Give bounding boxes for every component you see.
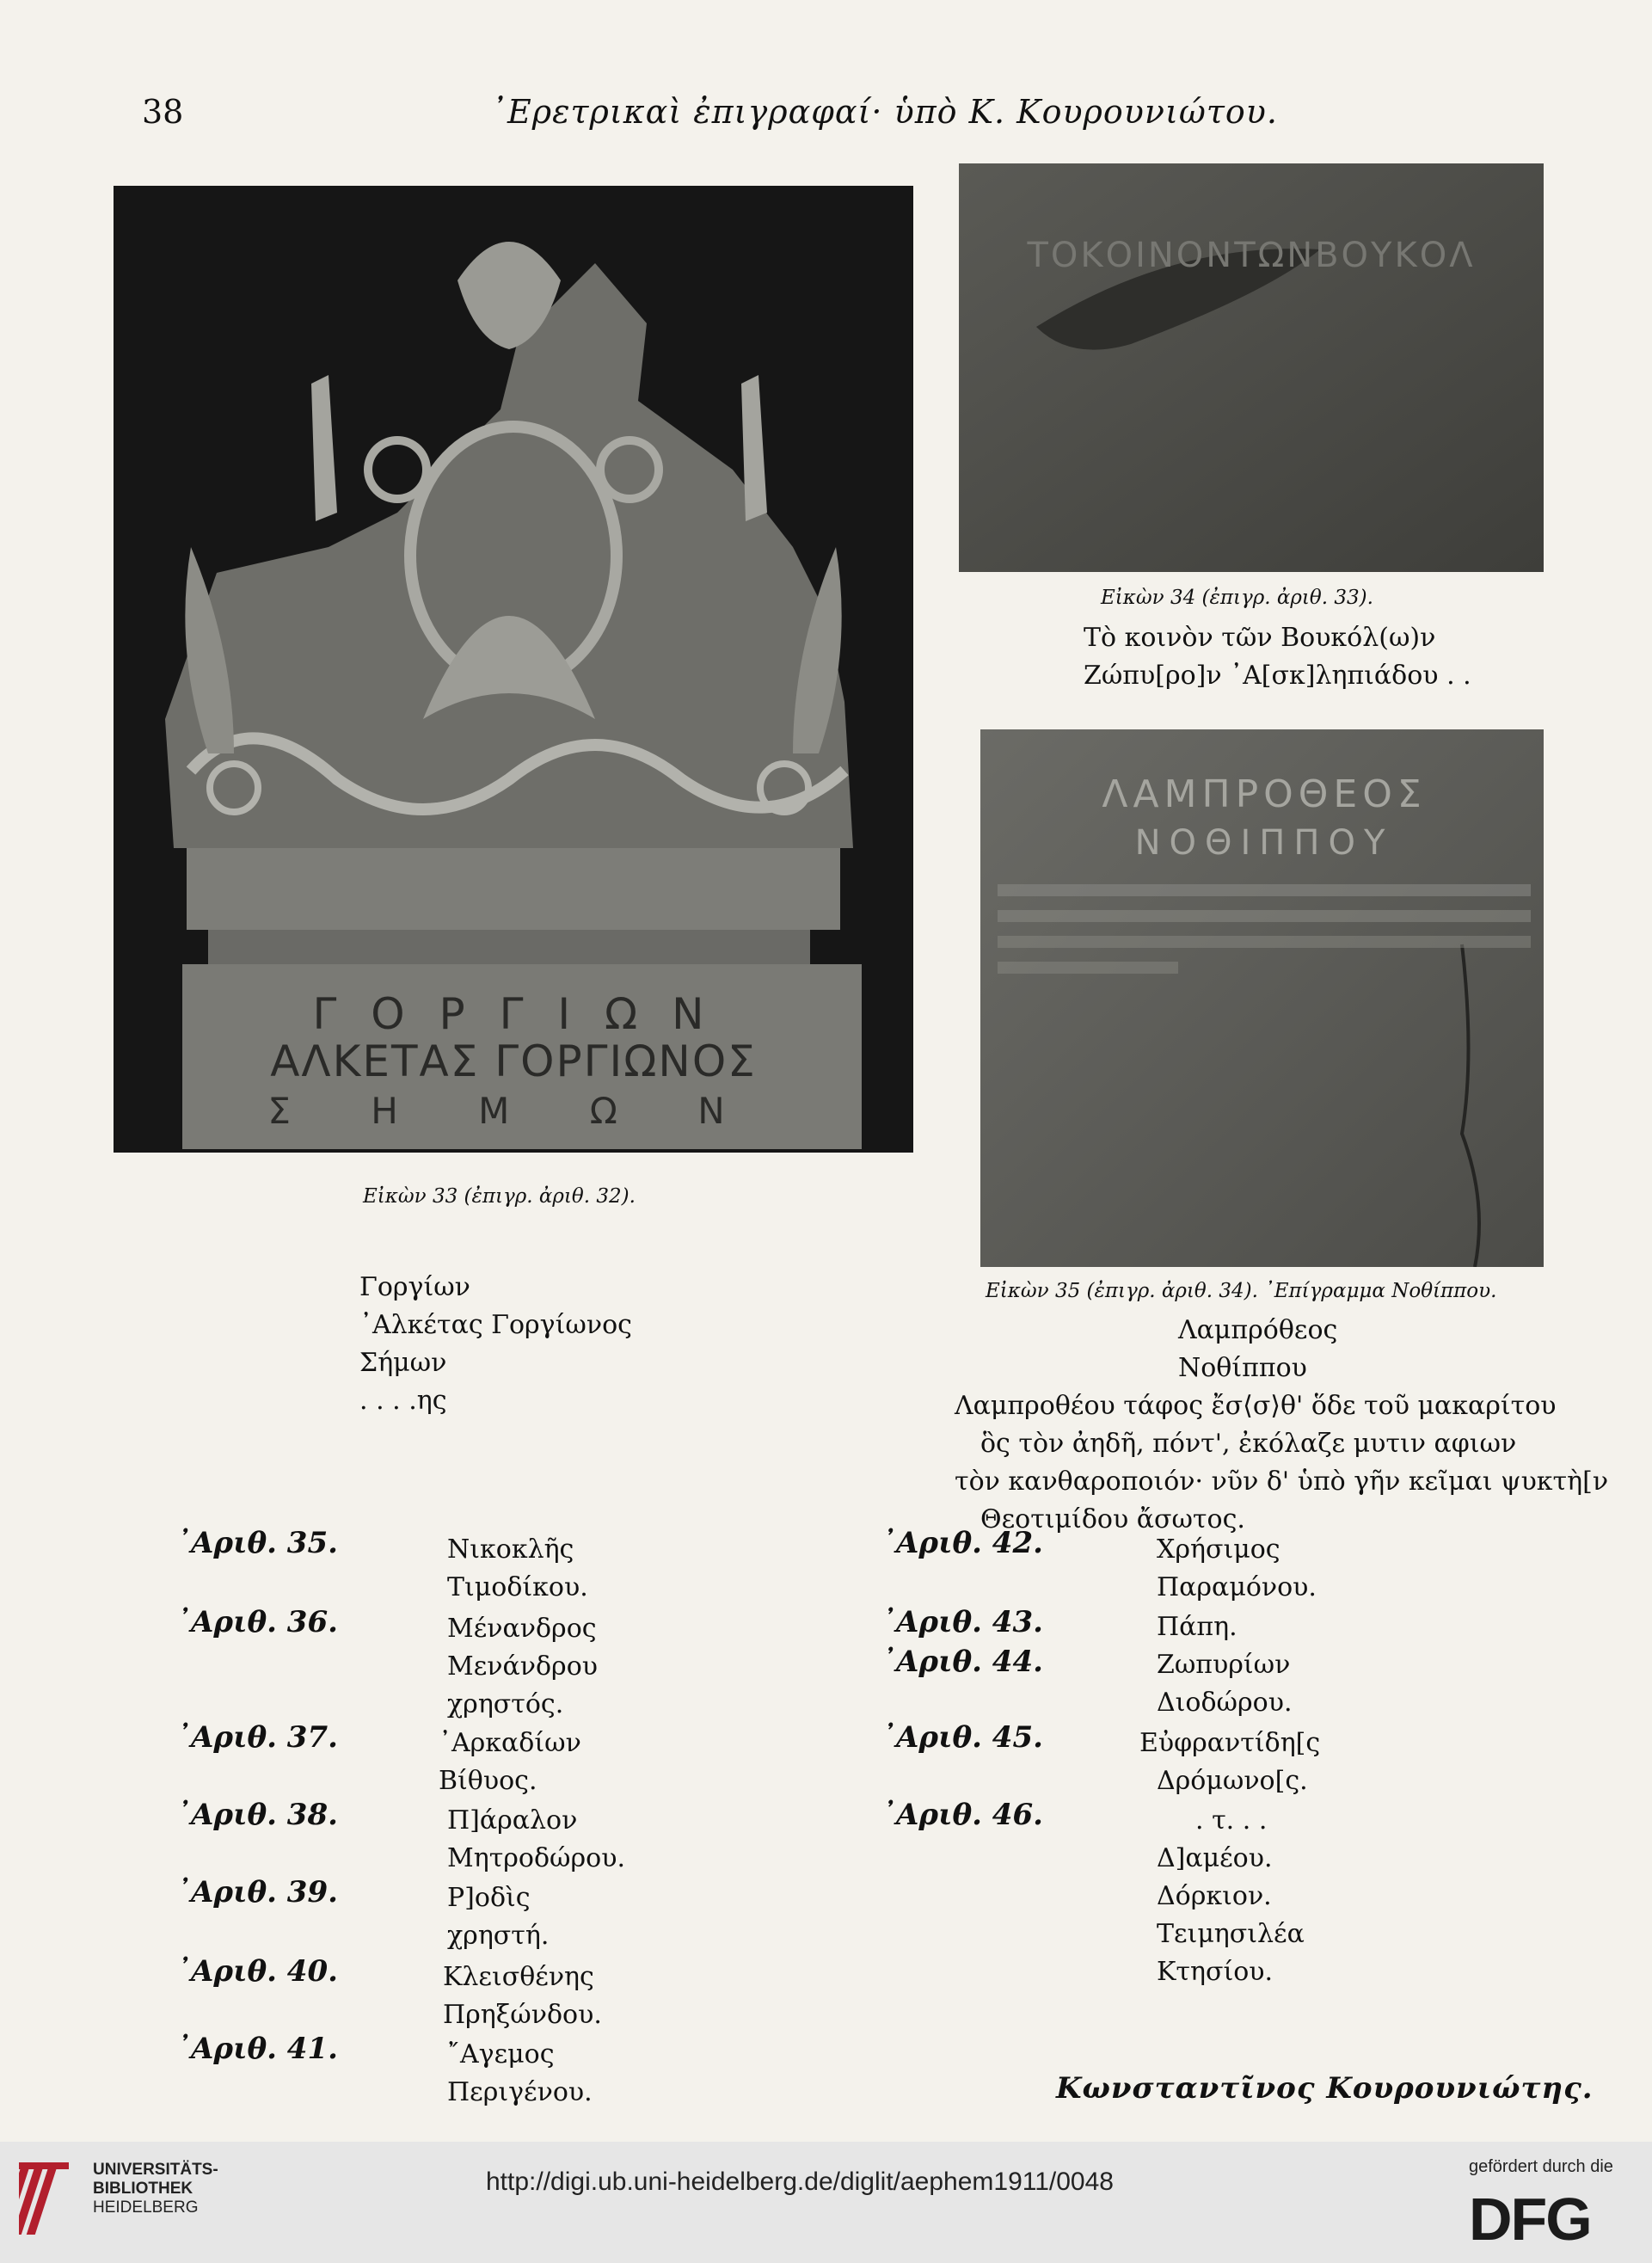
entry-line: Διοδώρου. <box>1157 1688 1293 1718</box>
stele-relief-image <box>114 186 913 1153</box>
slab-inscription-line-2: ΝΟΘΙΠΠΟΥ <box>1134 823 1394 863</box>
text-35-line: τὸν κανθαροποιόν· νῦν δ' ὑπὸ γῆν κεῖμαι ψυκτὴ[ν <box>955 1467 1609 1497</box>
inscription-line-2: ΑΛΚΕΤΑΣ ΓΟΡΓΙΩΝΟΣ <box>270 1036 757 1086</box>
entry-39-text <box>447 1879 549 1955</box>
entry-line: ᾿Αρκαδίων <box>439 1728 581 1758</box>
entry-36-text <box>447 1610 598 1724</box>
entry-line: Ζωπυρίων <box>1157 1650 1291 1680</box>
entry-42-text <box>1157 1531 1317 1607</box>
entry-line: Περιγένου. <box>447 2077 593 2107</box>
library-name <box>93 2161 218 2217</box>
inscription-line-1: Γ Ο Ρ Γ Ι Ω Ν <box>312 989 715 1039</box>
entry-line: χρηστή. <box>447 1921 550 1951</box>
text-35-line: Νοθίππου <box>1178 1353 1307 1383</box>
entry-37-text <box>439 1725 581 1800</box>
entry-line: ῎Αγεμος <box>447 2039 555 2069</box>
entry-line: χρηστός. <box>447 1689 564 1719</box>
text-34-line: Τὸ κοινὸν τῶν Βουκόλ(ω)ν <box>1084 623 1436 653</box>
text-33-line: Γοργίων <box>359 1272 470 1302</box>
entry-line: Βίθυος. <box>439 1766 537 1796</box>
entry-41-label: ᾿Αριθ. 41. <box>176 2032 338 2066</box>
entry-line: Νικοκλῆς <box>447 1534 574 1565</box>
entry-43-label: ᾿Αριθ. 43. <box>881 1605 1043 1639</box>
author-signature: Κωνσταντῖνος Κουρουνιώτης. <box>1056 2071 1594 2106</box>
entry-38-label: ᾿Αριθ. 38. <box>176 1798 338 1832</box>
library-name-line: UNIVERSITÄTS- <box>93 2161 218 2179</box>
text-35-line: Λαμπρόθεος <box>1178 1315 1338 1345</box>
entry-line: Δόρκιον. <box>1157 1881 1272 1911</box>
entry-45-text <box>1139 1725 1320 1800</box>
entry-line: Παραμόνου. <box>1157 1572 1317 1602</box>
slab-inscription: ΤΟΚΟΙΝΟΝΤΩΝΒΟΥΚΟΛ <box>1027 236 1476 275</box>
text-35-line: ὃς τὸν ἀηδῆ, πόντ', ἐκόλαζε μυτιν αφιων <box>980 1429 1517 1459</box>
entry-35-text <box>447 1531 588 1607</box>
entry-46-text <box>1157 1802 1305 1991</box>
entry-line: Ρ]οδὶς <box>447 1883 531 1913</box>
entry-43-text <box>1157 1608 1237 1646</box>
entry-line: Δ]αμέου. <box>1157 1843 1273 1873</box>
entry-line: Π]άραλον <box>447 1805 578 1836</box>
entry-39-label: ᾿Αριθ. 39. <box>176 1875 338 1909</box>
library-name-line: BIBLIOTHEK <box>93 2180 193 2198</box>
page-header <box>0 93 1652 145</box>
epigram-slab-image <box>980 729 1544 1267</box>
figure-33-caption: Εἰκὼν 33 (ἐπιγρ. ἀριθ. 32). <box>363 1185 636 1208</box>
entry-line: Πρηξώνδου. <box>443 2000 602 2030</box>
funded-by-text: gefördert durch die <box>1469 2157 1613 2176</box>
entry-37-label: ᾿Αριθ. 37. <box>176 1720 338 1755</box>
entry-line: Εὐφραντίδη[ς <box>1139 1728 1321 1758</box>
entry-line: Τιμοδίκου. <box>447 1572 588 1602</box>
entry-40-text <box>443 1959 602 2034</box>
figure-35-photo <box>980 729 1544 1267</box>
running-title: ᾿Ερετρικαὶ ἐπιγραφαί· ὑπὸ Κ. Κουρουνιώτου. <box>490 93 1278 131</box>
entry-42-label: ᾿Αριθ. 42. <box>881 1526 1043 1560</box>
slab-inscription-line-1: ΛΑΜΠΡΟΘΕΟΣ <box>1102 772 1427 816</box>
entry-35-label: ᾿Αριθ. 35. <box>176 1526 338 1560</box>
entry-line: Χρήσιμος <box>1157 1534 1280 1565</box>
stone-slab-image <box>959 163 1544 572</box>
figure-34-photo <box>959 163 1544 572</box>
entry-line: Μητροδώρου. <box>447 1843 625 1873</box>
text-34-line: Ζώπυ[ρο]ν ᾿Α[σκ]ληπιάδου . . <box>1084 661 1471 691</box>
inscription-line-3: Σ Η Μ Ω Ν <box>267 1090 759 1132</box>
entry-line: . τ. . . <box>1195 1805 1268 1836</box>
text-33-line: . . . .ης <box>359 1386 447 1416</box>
library-logo-icon <box>19 2157 81 2240</box>
entry-line: Μενάνδρου <box>447 1651 598 1682</box>
text-35-line: Λαμπροθέου τάφος ἔσ⟨σ⟩θ' ὅδε τοῦ μακαρίτου <box>955 1391 1557 1421</box>
text-35-line: Θεοτιμίδου ἄσωτος. <box>980 1504 1245 1534</box>
entry-40-label: ᾿Αριθ. 40. <box>176 1954 338 1989</box>
entry-38-text <box>447 1802 625 1878</box>
page-number: 38 <box>142 93 184 131</box>
text-33-line: ᾿Αλκέτας Γοργίωνος <box>359 1310 632 1340</box>
entry-line: Κλεισθένης <box>443 1962 594 1992</box>
text-34 <box>1084 619 1471 695</box>
text-35 <box>955 1312 1608 1539</box>
dfg-logo: DFG <box>1469 2186 1591 2253</box>
text-33 <box>359 1269 632 1420</box>
entry-44-text <box>1157 1646 1293 1722</box>
entry-46-label: ᾿Αριθ. 46. <box>881 1798 1043 1832</box>
text-33-line: Σήμων <box>359 1348 447 1378</box>
entry-line: Δρόμωνο[ς. <box>1157 1766 1308 1796</box>
entry-line: Μένανδρος <box>447 1614 597 1644</box>
entry-41-text <box>447 2036 593 2112</box>
entry-line: Πάπη. <box>1157 1612 1237 1642</box>
entry-line: Κτησίου. <box>1157 1957 1274 1987</box>
figure-33-photo <box>114 186 913 1153</box>
entry-36-label: ᾿Αριθ. 36. <box>176 1605 338 1639</box>
entry-45-label: ᾿Αριθ. 45. <box>881 1720 1043 1755</box>
entry-line: Τειμησιλέα <box>1157 1919 1305 1949</box>
figure-34-caption: Εἰκὼν 34 (ἐπιγρ. ἀριθ. 33). <box>1101 587 1373 609</box>
figure-35-caption: Εἰκὼν 35 (ἐπιγρ. ἀριθ. 34). ᾿Επίγραμμα Νοθίππου. <box>986 1280 1497 1302</box>
document-url-link[interactable]: http://digi.ub.uni-heidelberg.de/diglit/aephem1911/0048 <box>486 2168 1114 2196</box>
entry-44-label: ᾿Αριθ. 44. <box>881 1645 1043 1679</box>
footer-bar <box>0 2142 1652 2263</box>
library-name-line: HEIDELBERG <box>93 2198 199 2217</box>
